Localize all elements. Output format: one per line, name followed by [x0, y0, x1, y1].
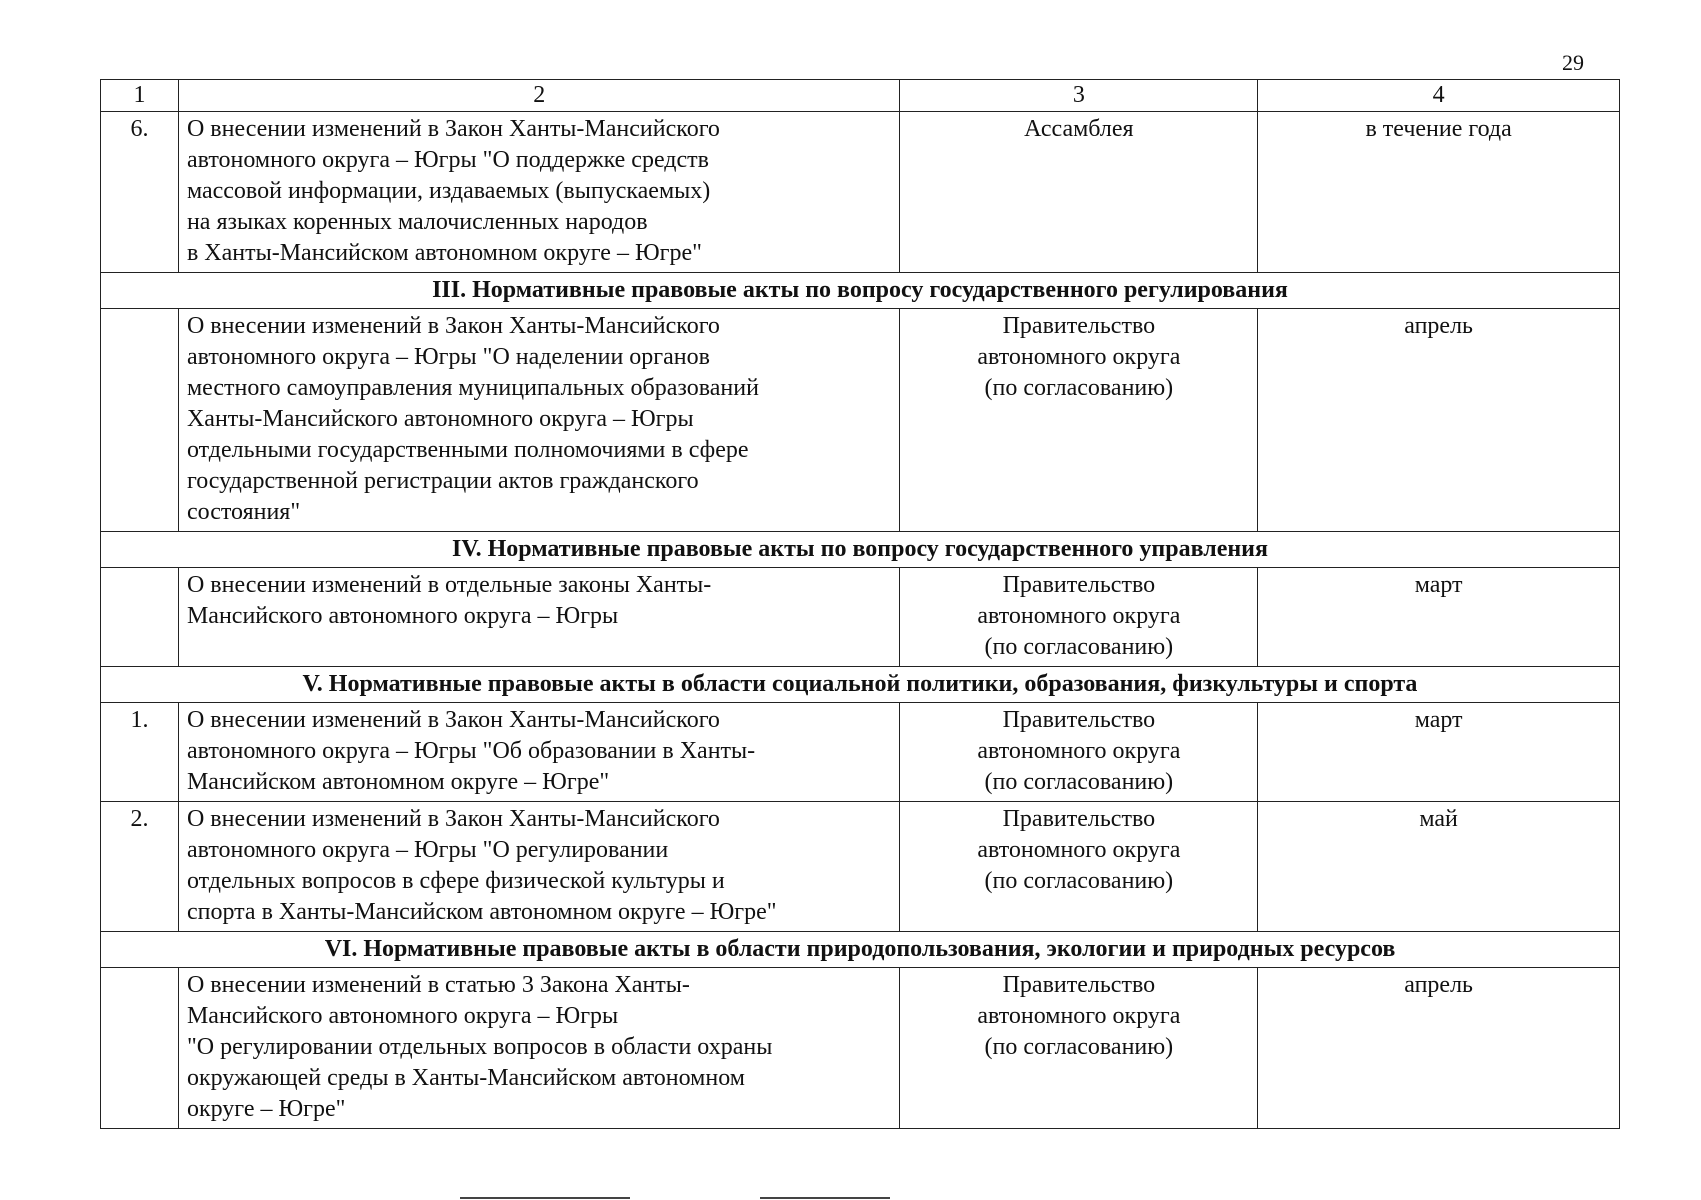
term: март: [1258, 703, 1620, 802]
row-number: 2.: [101, 802, 179, 932]
section-heading-row: [101, 932, 1620, 968]
column-header: 3: [900, 80, 1258, 112]
section-heading: V. Нормативные правовые акты в области социальной политики, образования, физкультуры и спорта: [101, 667, 1620, 703]
section-heading: VI. Нормативные правовые акты в области природопользования, экологии и природных ресурсов: [101, 932, 1620, 968]
scan-artifact-line: [460, 1197, 630, 1199]
row-number: [101, 968, 179, 1129]
act-description: О внесении изменений в Закон Ханты-Мансийского автономного округа – Югры "Об образовании в Ханты- Мансийском автономном округе – Югре": [178, 703, 899, 802]
table-header-row: [101, 80, 1620, 112]
table-row: [101, 568, 1620, 667]
term: апрель: [1258, 968, 1620, 1129]
column-header: 1: [101, 80, 179, 112]
responsible-party: Правительство автономного округа (по согласованию): [900, 309, 1258, 532]
legislative-plan-table: [100, 79, 1620, 1129]
table-row: [101, 309, 1620, 532]
page-number: 29: [1562, 50, 1584, 75]
section-heading-row: [101, 532, 1620, 568]
term: апрель: [1258, 309, 1620, 532]
responsible-party: Правительство автономного округа (по согласованию): [900, 568, 1258, 667]
row-number: [101, 309, 179, 532]
row-number: 6.: [101, 112, 179, 273]
section-heading-row: [101, 667, 1620, 703]
column-header: 2: [178, 80, 899, 112]
section-heading: IV. Нормативные правовые акты по вопросу государственного управления: [101, 532, 1620, 568]
act-description: О внесении изменений в отдельные законы Ханты- Мансийского автономного округа – Югры: [178, 568, 899, 667]
act-description: О внесении изменений в Закон Ханты-Мансийского автономного округа – Югры "О наделении органов местного самоуправления муниципальных образований Ханты-Мансийского автономного округа – Югры отдельными государственными полномочиями в сфере государственной регистрации актов гражданского состояния": [178, 309, 899, 532]
column-header: 4: [1258, 80, 1620, 112]
act-description: О внесении изменений в статью 3 Закона Ханты- Мансийского автономного округа – Югры "О регулировании отдельных вопросов в области охраны окружающей среды в Ханты-Мансийском автономном округе – Югре": [178, 968, 899, 1129]
term: май: [1258, 802, 1620, 932]
row-number: [101, 568, 179, 667]
table-row: [101, 968, 1620, 1129]
responsible-party: Правительство автономного округа (по согласованию): [900, 968, 1258, 1129]
section-heading-row: [101, 273, 1620, 309]
scan-artifact-line: [760, 1197, 890, 1199]
table-row: [101, 112, 1620, 273]
responsible-party: Ассамблея: [900, 112, 1258, 273]
responsible-party: Правительство автономного округа (по согласованию): [900, 703, 1258, 802]
term: в течение года: [1258, 112, 1620, 273]
section-heading: III. Нормативные правовые акты по вопросу государственного регулирования: [101, 273, 1620, 309]
row-number: 1.: [101, 703, 179, 802]
term: март: [1258, 568, 1620, 667]
table-row: [101, 703, 1620, 802]
table-row: [101, 802, 1620, 932]
responsible-party: Правительство автономного округа (по согласованию): [900, 802, 1258, 932]
act-description: О внесении изменений в Закон Ханты-Мансийского автономного округа – Югры "О регулировании отдельных вопросов в сфере физической культуры и спорта в Ханты-Мансийском автономном округе – Югре": [178, 802, 899, 932]
act-description: О внесении изменений в Закон Ханты-Мансийского автономного округа – Югры "О поддержке средств массовой информации, издаваемых (выпускаемых) на языках коренных малочисленных народов в Ханты-Мансийском автономном округе – Югре": [178, 112, 899, 273]
